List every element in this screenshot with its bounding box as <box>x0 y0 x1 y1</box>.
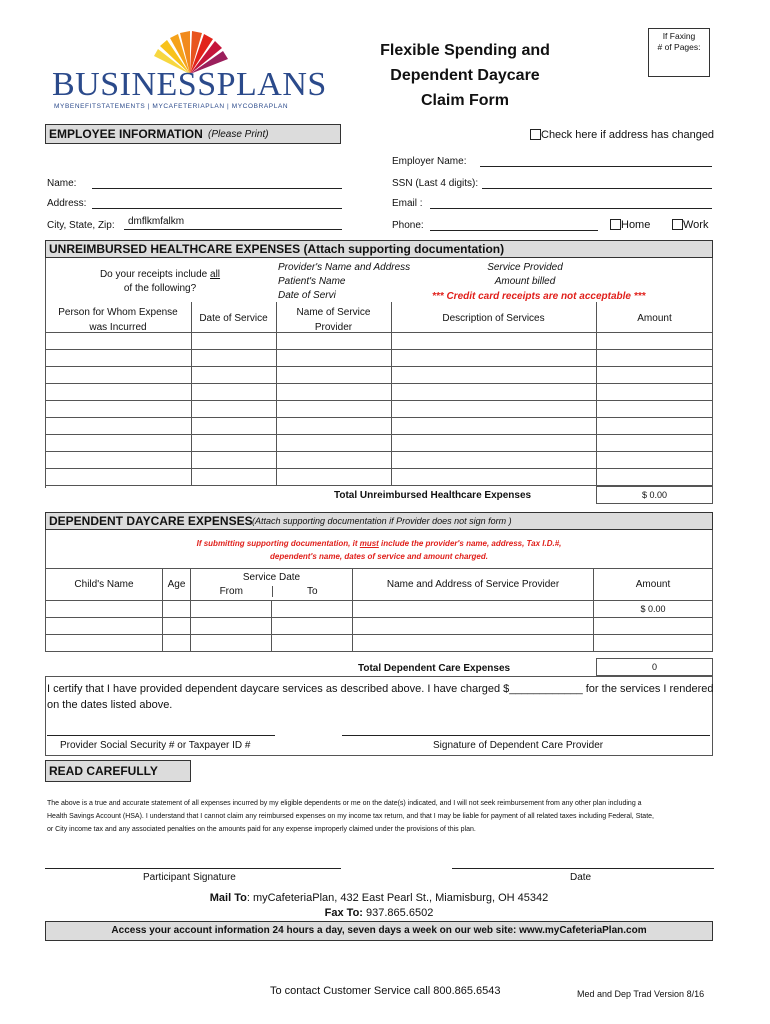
employer-name-label: Employer Name: <box>392 156 467 167</box>
daycare-heading-note: (Attach supporting documentation if Provider does not sign form ) <box>252 516 512 526</box>
home-label: Home <box>621 219 651 231</box>
cell[interactable] <box>46 367 192 384</box>
home-checkbox[interactable] <box>610 219 621 230</box>
form-title <box>350 38 580 113</box>
address-changed-checkbox[interactable] <box>530 129 541 140</box>
cell[interactable] <box>392 367 597 384</box>
cell[interactable] <box>353 635 594 652</box>
cell[interactable] <box>597 367 713 384</box>
name-label: Name: <box>47 178 77 189</box>
hc-header-divider-4 <box>596 302 597 332</box>
note-line2: dependent's name, dates of service and amount charged. <box>270 552 488 561</box>
cell[interactable] <box>163 635 191 652</box>
cell[interactable] <box>272 618 353 635</box>
employee-info-bar <box>45 124 341 144</box>
mail-to-label: Mail To <box>209 892 247 904</box>
logo-brand-part2: PLANS <box>216 66 327 103</box>
cell[interactable] <box>392 435 597 452</box>
name-field[interactable] <box>92 188 342 189</box>
receipts-q-line2: of the following? <box>123 283 197 294</box>
mail-to-value: : myCafeteriaPlan, 432 East Pearl St., Miamisburg, OH 45342 <box>246 892 549 904</box>
daycare-row-amount[interactable]: $ 0.00 <box>594 601 713 618</box>
cell[interactable] <box>277 401 392 418</box>
employee-info-heading: EMPLOYEE INFORMATION <box>49 127 203 141</box>
address-label: Address: <box>47 198 87 209</box>
company-logo <box>52 30 327 115</box>
work-phone-option <box>672 219 708 231</box>
receipts-q-all: all <box>210 269 221 280</box>
healthcare-bar <box>45 240 713 258</box>
col-to-header: To <box>272 586 353 597</box>
certify-text <box>47 681 714 713</box>
table-row <box>46 401 713 418</box>
cell[interactable] <box>597 401 713 418</box>
cell[interactable] <box>192 435 277 452</box>
address-field[interactable] <box>92 208 342 209</box>
home-phone-option <box>610 219 650 231</box>
note-line1-must: must <box>359 539 379 548</box>
city-state-zip-label: City, State, Zip: <box>47 220 115 231</box>
cell[interactable] <box>46 333 192 350</box>
col-amount-header: Amount <box>637 313 672 324</box>
table-row <box>46 601 713 618</box>
form-title-line2: Dependent Daycare <box>390 67 540 84</box>
cell[interactable] <box>277 418 392 435</box>
cell[interactable] <box>192 469 277 486</box>
fax-to-value: 937.865.6502 <box>362 907 434 919</box>
cell[interactable] <box>277 435 392 452</box>
col-service-date-header <box>191 569 353 601</box>
address-changed-row <box>530 129 714 141</box>
fax-pages-box[interactable] <box>648 28 710 77</box>
table-row <box>46 469 713 486</box>
cell[interactable] <box>277 469 392 486</box>
logo-brand-part1: BUSINESS <box>52 66 217 103</box>
cell[interactable] <box>597 418 713 435</box>
receipts-q-line1: Do your receipts include <box>99 269 211 280</box>
cell[interactable] <box>192 401 277 418</box>
cell[interactable] <box>46 384 192 401</box>
daycare-heading: DEPENDENT DAYCARE EXPENSES <box>49 514 253 528</box>
note-line1-b: include the provider's name, address, Tax I.D.#, <box>378 539 562 548</box>
table-header-row <box>46 569 713 601</box>
table-row <box>46 333 713 350</box>
cell[interactable] <box>191 601 272 618</box>
hc-header-divider-3 <box>391 302 392 332</box>
col-provider-line1: Name of Service <box>296 307 371 318</box>
cell[interactable] <box>46 401 192 418</box>
mail-to-line <box>45 892 713 904</box>
city-state-zip-field[interactable] <box>124 229 342 230</box>
cell[interactable] <box>191 618 272 635</box>
col-person-line2: was Incurred <box>89 322 147 333</box>
date-label: Date <box>570 872 592 883</box>
disclaimer-line2: Health Savings Account (HSA). I understand that I cannot claim any reimbursed expenses on my income tax return, and that I may be liable for payment of all related taxes including Federal, State, <box>47 813 654 820</box>
col-child-header: Child's Name <box>46 569 163 601</box>
col-date-header: Date of Service <box>199 313 268 324</box>
healthcare-total-value[interactable]: $ 0.00 <box>596 486 713 504</box>
address-changed-label: Check here if address has changed <box>541 129 715 141</box>
certify-line2: on the dates listed above. <box>47 699 173 711</box>
cell[interactable] <box>597 384 713 401</box>
daycare-expense-table <box>45 568 713 652</box>
daycare-bar <box>45 512 713 530</box>
col-amount-header: Amount <box>594 569 713 601</box>
daycare-total-value[interactable]: 0 <box>596 658 713 676</box>
cell[interactable] <box>353 601 594 618</box>
disclaimer-line1: The above is a true and accurate statement of all expenses incurred by my eligible dependents or me on the date(s) indicated, and I will not seek reimbursement from any other plan including a <box>47 800 642 807</box>
participant-signature-label: Participant Signature <box>143 872 236 883</box>
cell[interactable] <box>272 601 353 618</box>
hc-header-divider-2 <box>276 302 277 332</box>
col-provider-header <box>276 305 391 335</box>
service-date-label: Service Date <box>242 572 301 583</box>
cell[interactable] <box>594 635 713 652</box>
cell[interactable] <box>46 618 163 635</box>
ssn-field[interactable] <box>482 188 712 189</box>
receipt-requirements-left <box>278 261 410 303</box>
provider-ssn-field[interactable] <box>47 735 275 736</box>
cell[interactable] <box>192 452 277 469</box>
cell[interactable] <box>392 333 597 350</box>
cell[interactable] <box>392 384 597 401</box>
date-field[interactable] <box>452 868 714 869</box>
cell[interactable] <box>272 635 353 652</box>
cell[interactable] <box>46 469 192 486</box>
table-row <box>46 452 713 469</box>
receipt-requirements-right <box>470 261 580 289</box>
daycare-note <box>45 537 713 563</box>
cell[interactable] <box>277 367 392 384</box>
form-title-line3: Claim Form <box>420 92 509 109</box>
certify-line1: I certify that I have provided dependent daycare services as described above. I have charged $____________ for the services I rendered <box>47 683 714 695</box>
cell[interactable] <box>277 452 392 469</box>
cell[interactable] <box>192 333 277 350</box>
ssn-label: SSN (Last 4 digits): <box>392 178 479 189</box>
cell[interactable] <box>46 350 192 367</box>
provider-ssn-label: Provider Social Security # or Taxpayer ID # <box>60 740 251 751</box>
cell[interactable] <box>597 469 713 486</box>
cell[interactable] <box>46 452 192 469</box>
cell[interactable] <box>191 635 272 652</box>
healthcare-heading: UNREIMBURSED HEALTHCARE EXPENSES (Attach supporting documentation) <box>49 242 505 256</box>
table-row <box>46 435 713 452</box>
table-row <box>46 350 713 367</box>
work-checkbox[interactable] <box>672 219 683 230</box>
col-description-header: Description of Services <box>442 313 545 324</box>
req-date-of-service: Date of Servi <box>278 290 336 301</box>
cell[interactable] <box>392 350 597 367</box>
col-provider-header: Name and Address of Service Provider <box>353 569 594 601</box>
cell[interactable] <box>277 384 392 401</box>
read-carefully-text <box>47 797 654 836</box>
daycare-total-label: Total Dependent Care Expenses <box>358 663 511 674</box>
hc-header-divider-1 <box>191 302 192 332</box>
customer-service: To contact Customer Service call 800.865.6543 <box>270 985 501 997</box>
city-state-zip-value[interactable]: dmflkmfalkm <box>128 216 185 227</box>
req-amount-billed: Amount billed <box>494 276 556 287</box>
fax-to-line <box>45 907 713 919</box>
email-field[interactable] <box>430 208 712 209</box>
credit-card-note: *** Credit card receipts are not acceptable *** <box>432 291 646 302</box>
cell[interactable] <box>277 333 392 350</box>
healthcare-expense-table <box>45 332 713 486</box>
phone-field[interactable] <box>430 230 598 231</box>
table-row <box>46 635 713 652</box>
cell[interactable] <box>597 452 713 469</box>
cell[interactable] <box>597 435 713 452</box>
version-label: Med and Dep Trad Version 8/16 <box>577 989 705 999</box>
fax-to-label: Fax To: <box>324 907 363 919</box>
receipts-question <box>45 268 275 296</box>
cell[interactable] <box>46 635 163 652</box>
employer-name-field[interactable] <box>480 166 712 167</box>
disclaimer-line3: or City income tax and any associated penalties on the amounts paid for any expense improperly claimed under the provisions of this plan. <box>47 826 476 833</box>
table-row <box>46 618 713 635</box>
healthcare-total-label: Total Unreimbursed Healthcare Expenses <box>334 490 532 501</box>
cell[interactable] <box>597 350 713 367</box>
cell[interactable] <box>192 350 277 367</box>
cell[interactable] <box>392 452 597 469</box>
cell[interactable] <box>594 618 713 635</box>
col-person-header <box>45 305 191 335</box>
work-label: Work <box>683 219 709 231</box>
cell[interactable] <box>392 469 597 486</box>
col-provider-line2: Provider <box>314 322 353 333</box>
cell[interactable] <box>163 618 191 635</box>
access-bar <box>45 921 713 941</box>
provider-signature-field[interactable] <box>342 735 710 736</box>
read-carefully-bar <box>45 760 191 782</box>
cell[interactable] <box>353 618 594 635</box>
cell[interactable] <box>192 418 277 435</box>
cell[interactable] <box>46 418 192 435</box>
table-row <box>46 418 713 435</box>
fax-pages-label <box>649 29 709 53</box>
cell[interactable] <box>46 601 163 618</box>
form-title-line1: Flexible Spending and <box>380 42 550 59</box>
table-row <box>46 367 713 384</box>
cell[interactable] <box>192 367 277 384</box>
cell[interactable] <box>392 418 597 435</box>
table-row <box>46 384 713 401</box>
phone-label: Phone: <box>392 220 424 231</box>
req-service-provided: Service Provided <box>487 262 563 273</box>
cell[interactable] <box>597 333 713 350</box>
req-patients-name: Patient's Name <box>278 276 346 287</box>
col-from-header: From <box>219 586 243 597</box>
provider-signature-label: Signature of Dependent Care Provider <box>433 740 604 751</box>
service-date-subheaders <box>191 586 352 597</box>
col-person-line1: Person for Whom Expense <box>58 307 178 318</box>
req-providers-name: Provider's Name and Address <box>278 262 411 273</box>
note-line1-a: If submitting supporting documentation, it <box>196 539 360 548</box>
email-label: Email : <box>392 198 423 209</box>
fax-label-line1: If Faxing <box>662 31 696 41</box>
logo-tagline: MYBENEFITSTATEMENTS | MYCAFETERIAPLAN | MYCOBRAPLAN <box>54 103 289 110</box>
cell[interactable] <box>392 401 597 418</box>
cell[interactable] <box>277 350 392 367</box>
col-age-header: Age <box>163 569 191 601</box>
employee-info-note: (Please Print) <box>208 129 269 140</box>
read-carefully-heading: READ CAREFULLY <box>49 764 158 778</box>
access-text: Access your account information 24 hours a day, seven days a week on our web site: www.myCafeteriaPlan.com <box>111 925 647 936</box>
cell[interactable] <box>192 384 277 401</box>
participant-signature-field[interactable] <box>45 868 341 869</box>
cell[interactable] <box>163 601 191 618</box>
fax-label-line2: # of Pages: <box>657 42 701 52</box>
cell[interactable] <box>46 435 192 452</box>
logo-brand <box>52 66 327 104</box>
